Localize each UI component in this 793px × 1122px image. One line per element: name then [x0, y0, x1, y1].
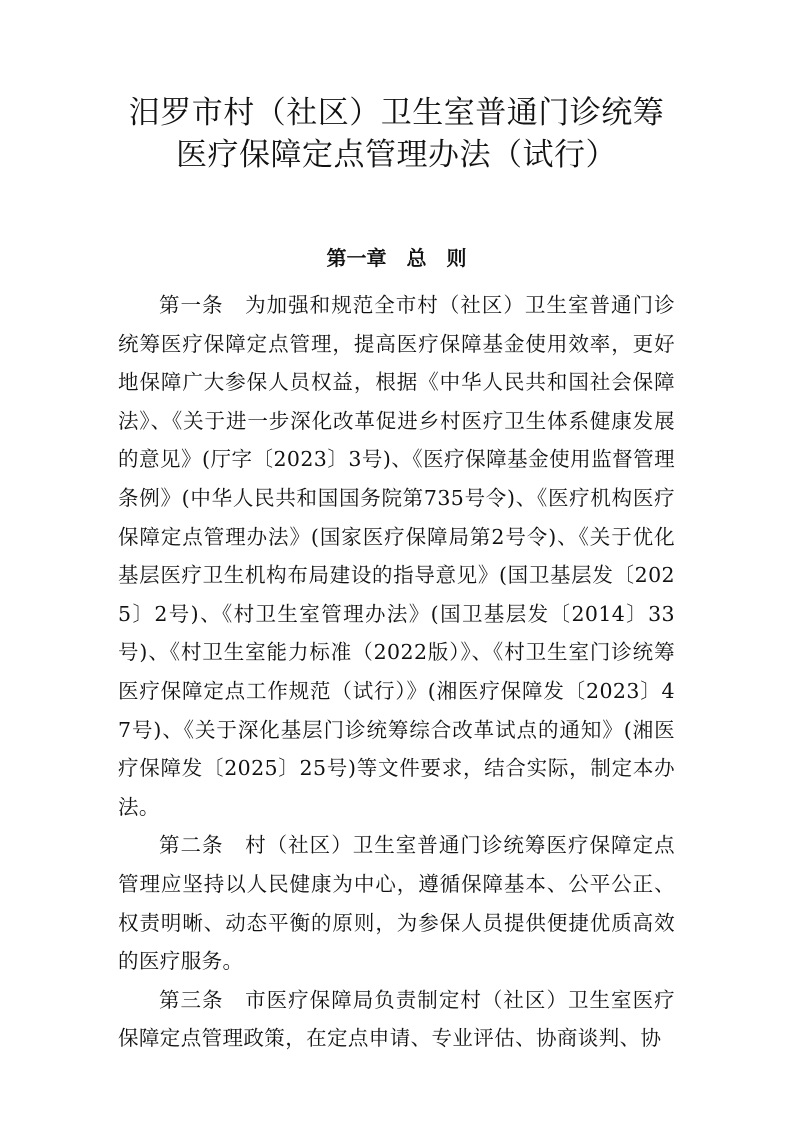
article-3-paragraph: 第三条 市医疗保障局负责制定村（社区）卫生室医疗保障定点管理政策，在定点申请、专业评估、协商谈判、协 — [118, 987, 675, 1051]
title-line-1: 汨罗市村（社区）卫生室普通门诊统筹 — [128, 95, 665, 131]
title-line-2: 医疗保障定点管理办法（试行） — [176, 137, 617, 173]
document-title — [118, 92, 675, 176]
chapter-heading: 第一章 总 则 — [326, 246, 467, 270]
article-2-paragraph: 第二条 村（社区）卫生室普通门诊统筹医疗保障定点管理应坚持以人民健康为中心，遵循保障基本、公平公正、权责明晰、动态平衡的原则，为参保人员提供便捷优质高效的医疗服务。 — [118, 833, 675, 974]
article-1-paragraph: 第一条 为加强和规范全市村（社区）卫生室普通门诊统筹医疗保障定点管理，提高医疗保障基金使用效率，更好地保障广大参保人员权益，根据《中华人民共和国社会保障法》、《关于进一步深化改革促进乡村医疗卫生体系健康发展的意见》(厅字〔2023〕3号)、《医疗保障基金使用监督管理条例》(中华人民共和国国务院第735号令)、《医疗机构医疗保障定点管理办法》(国家医疗保障局第2号令)、《关于优化基层医疗卫生机构布局建设的指导意见》(国卫基层发〔2025〕2号)、《村卫生室管理办法》(国卫基层发〔2014〕33号)、《村卫生室能力标准（2022版）》、《村卫生室门诊统筹医疗保障定点工作规范（试行）》(湘医疗保障发〔2023〕47号)、《关于深化基层门诊统筹综合改革试点的通知》(湘医疗保障发〔2025〕25号)等文件要求，结合实际，制定本办法。 — [118, 293, 675, 819]
